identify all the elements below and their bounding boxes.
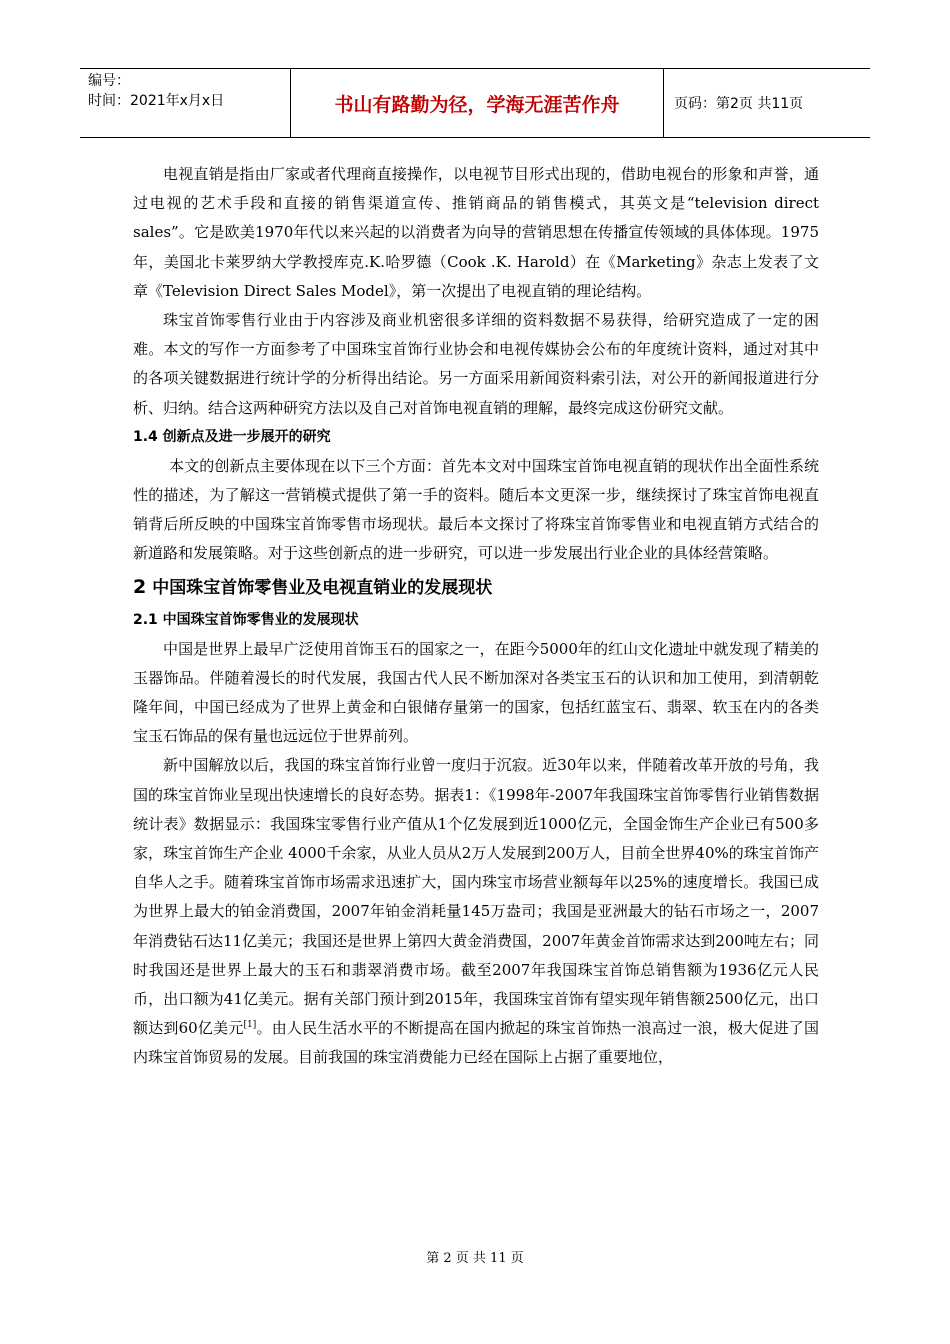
- header-motto: 书山有路勤为径，学海无涯苦作舟: [291, 69, 664, 137]
- paragraph-text-part-2: 。由人民生活水平的不断提高在国内掀起的珠宝首饰热一浪高过一浪，极大促进了国内珠宝首饰贸易的发展。目前我国的珠宝消费能力已经在国际上占据了重要地位，: [133, 1019, 819, 1067]
- paragraph-jewelry-history: 中国是世界上最早广泛使用首饰玉石的国家之一，在距今5000年的红山文化遗址中就发现了精美的玉器饰品。伴随着漫长的时代发展，我国古代人民不断加深对各类宝玉石的认识和加工使用，到清朝乾隆年间，中国已经成为了世界上黄金和白银储存量第一的国家，包括红蓝宝石、翡翠、软玉在内的各类宝玉石饰品的保有量也远远位于世界前列。: [133, 639, 819, 746]
- chapter-number: 2: [133, 575, 147, 598]
- paragraph-research-method: 珠宝首饰零售行业由于内容涉及商业机密很多详细的资料数据不易获得，给研究造成了一定的困难。本文的写作一方面参考了中国珠宝首饰行业协会和电视传媒协会公布的年度统计资料，通过对其中的各项关键数据进行统计学的分析得出结论。另一方面采用新闻资料索引法，对公开的新闻报道进行分析、归纳。结合这两种研究方法以及自己对首饰电视直销的理解，最终完成这份研究文献。: [133, 311, 819, 417]
- paragraph-innovations: 本文的创新点主要体现在以下三个方面：首先本文对中国珠宝首饰电视直销的现状作出全面性系统性的描述，为了解这一营销模式提供了第一手的资料。随后本文更深一步，继续探讨了珠宝首饰电视直销背后所反映的中国珠宝首饰零售市场现状。最后本文探讨了将珠宝首饰零售业和电视直销方式结合的新道路和发展策略。对于这些创新点的进一步研究，可以进一步发展出行业企业的具体经营策略。: [133, 456, 819, 563]
- document-body: [133, 160, 819, 1073]
- citation-reference[interactable]: [1]: [243, 1020, 257, 1031]
- document-date: 时间：2021年x月x日: [88, 93, 225, 109]
- paragraph-jewelry-market-growth: [133, 751, 819, 1072]
- paragraph-tv-direct-sales-definition: 电视直销是指由厂家或者代理商直接操作，以电视节目形式出现的，借助电视台的形象和声誉，通过电视的艺术手段和直接的销售渠道宣传、推销商品的销售模式，其英文是“television direct sales”。它是欧美1970年代以来兴起的以消费者为向导的营销思想在传播宣传领域的具体体现。1975年，美国北卡莱罗纳大学教授库克.K.哈罗德（Cook .K. Harold）在《Marketing》杂志上发表了文章《Television Direct Sales Model》，第一次提出了电视直销的理论结构。: [133, 165, 819, 300]
- page-header: [80, 68, 870, 138]
- section-heading-2-1: 2.1 中国珠宝首饰零售业的发展现状: [133, 611, 359, 628]
- paragraph-text-part-1: 新中国解放以后，我国的珠宝首饰行业曾一度归于沉寂。近30年以来，伴随着改革开放的号角，我国的珠宝首饰业呈现出快速增长的良好态势。据表1：《1998年-2007年我国珠宝首饰零售行业销售数据统计表》数据显示：我国珠宝零售行业产值从1个亿发展到近1000亿元，全国金饰生产企业已有500多家，珠宝首饰生产企业 4000千余家，从业人员从2万人发展到200万人，目前全世界40%的珠宝首饰产自华人之手。随着珠宝首饰市场需求迅速扩大，国内珠宝市场营业额每年以25%的速度增长。我国已成为世界上最大的铂金消费国，2007年铂金消耗量145万盎司；我国是亚洲最大的钻石市场之一，2007年消费钻石达11亿美元；我国还是世界上第四大黄金消费国，2007年黄金首饰需求达到200吨左右；同时我国还是世界上最大的玉石和翡翠消费市场。截至2007年我国珠宝首饰总销售额为1936亿元人民币，出口额为41亿美元。据有关部门预计到2015年，我国珠宝首饰有望实现年销售额2500亿元，出口额达到60亿美元: [133, 756, 819, 1038]
- chapter-heading-2: [133, 569, 819, 606]
- header-meta: [80, 69, 291, 137]
- document-number-label: 编号：: [88, 73, 130, 89]
- chapter-title: 中国珠宝首饰零售业及电视直销业的发展现状: [152, 577, 493, 598]
- header-page-info: 页码：第2页 共11页: [674, 96, 804, 112]
- section-heading-1-4: 1.4 创新点及进一步展开的研究: [133, 428, 331, 445]
- page-footer: 第 2 页 共 11 页: [426, 1251, 524, 1266]
